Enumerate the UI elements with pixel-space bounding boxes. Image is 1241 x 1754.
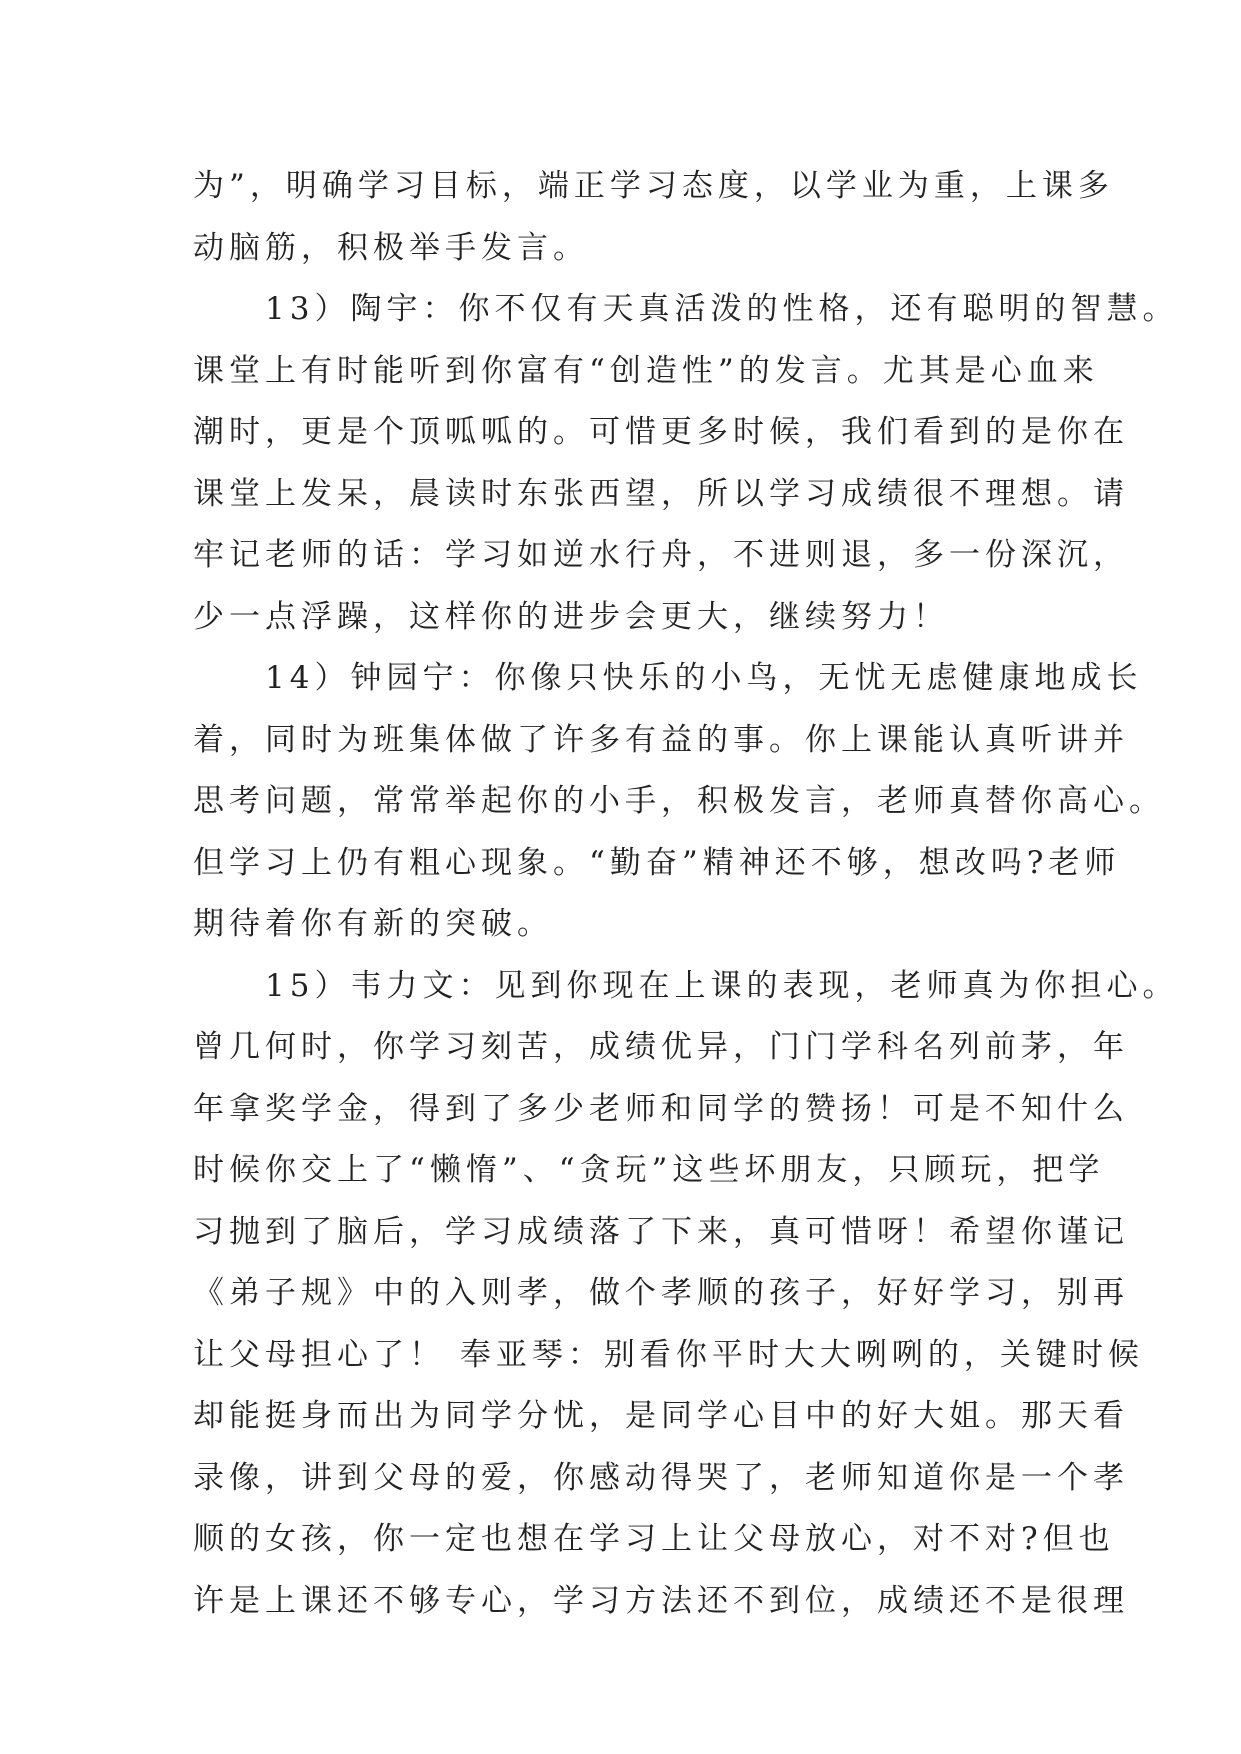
text-line: 13）陶宇：你不仅有天真活泼的性格，还有聪明的智慧。 [193,291,1179,327]
text-line: 许是上课还不够专心，学习方法还不到位，成绩还不是很理 [193,1582,1129,1619]
text-line: 为”，明确学习目标，端正学习态度，以学业为重，上课多 [193,168,1114,204]
text-line: 让父母担心了！ 奉亚琴：别看你平时大大咧咧的，关键时候 [193,1336,1144,1373]
text-line: 年拿奖学金，得到了多少老师和同学的赞扬！可是不知什么 [193,1090,1129,1127]
text-line: 《弟子规》中的入则孝，做个孝顺的孩子，好好学习，别再 [193,1275,1129,1311]
text-line: 时候你交上了“懒惰”、“贪玩”这些坏朋友，只顾玩，把学 [193,1152,1105,1188]
text-line: 牢记老师的话：学习如逆水行舟，不进则退，多一份深沉， [193,537,1129,573]
text-line: 潮时，更是个顶呱呱的。可惜更多时候，我们看到的是你在 [193,414,1129,450]
text-line: 15）韦力文：见到你现在上课的表现，老师真为你担心。 [193,967,1179,1004]
document-body [193,156,1179,1632]
text-line: 曾几何时，你学习刻苦，成绩优异，门门学科名列前茅，年 [193,1029,1129,1065]
text-line: 思考问题，常常举起你的小手，积极发言，老师真替你高心。 [193,783,1165,819]
text-line: 着，同时为班集体做了许多有益的事。你上课能认真听讲并 [193,721,1129,758]
text-line: 14）钟园宁：你像只快乐的小鸟，无忧无虑健康地成长 [193,660,1143,696]
text-line: 期待着你有新的突破。 [193,906,553,942]
text-line: 但学习上仍有粗心现象。“勤奋”精神还不够，想改吗?老师 [193,844,1121,881]
text-line: 课堂上发呆，晨读时东张西望，所以学习成绩很不理想。请 [193,475,1129,512]
text-line: 课堂上有时能听到你富有“创造性”的发言。尤其是心血来 [193,352,1099,389]
text-line: 录像，讲到父母的爱，你感动得哭了，老师知道你是一个孝 [193,1459,1129,1496]
text-line: 却能挺身而出为同学分忧，是同学心目中的好大姐。那天看 [193,1398,1129,1434]
text-line: 顺的女孩，你一定也想在学习上让父母放心，对不对?但也 [193,1521,1115,1557]
text-line: 少一点浮躁，这样你的进步会更大，继续努力！ [193,598,949,635]
text-line: 习抛到了脑后，学习成绩落了下来，真可惜呀！希望你谨记 [193,1213,1129,1250]
text-line: 动脑筋，积极举手发言。 [193,229,589,266]
